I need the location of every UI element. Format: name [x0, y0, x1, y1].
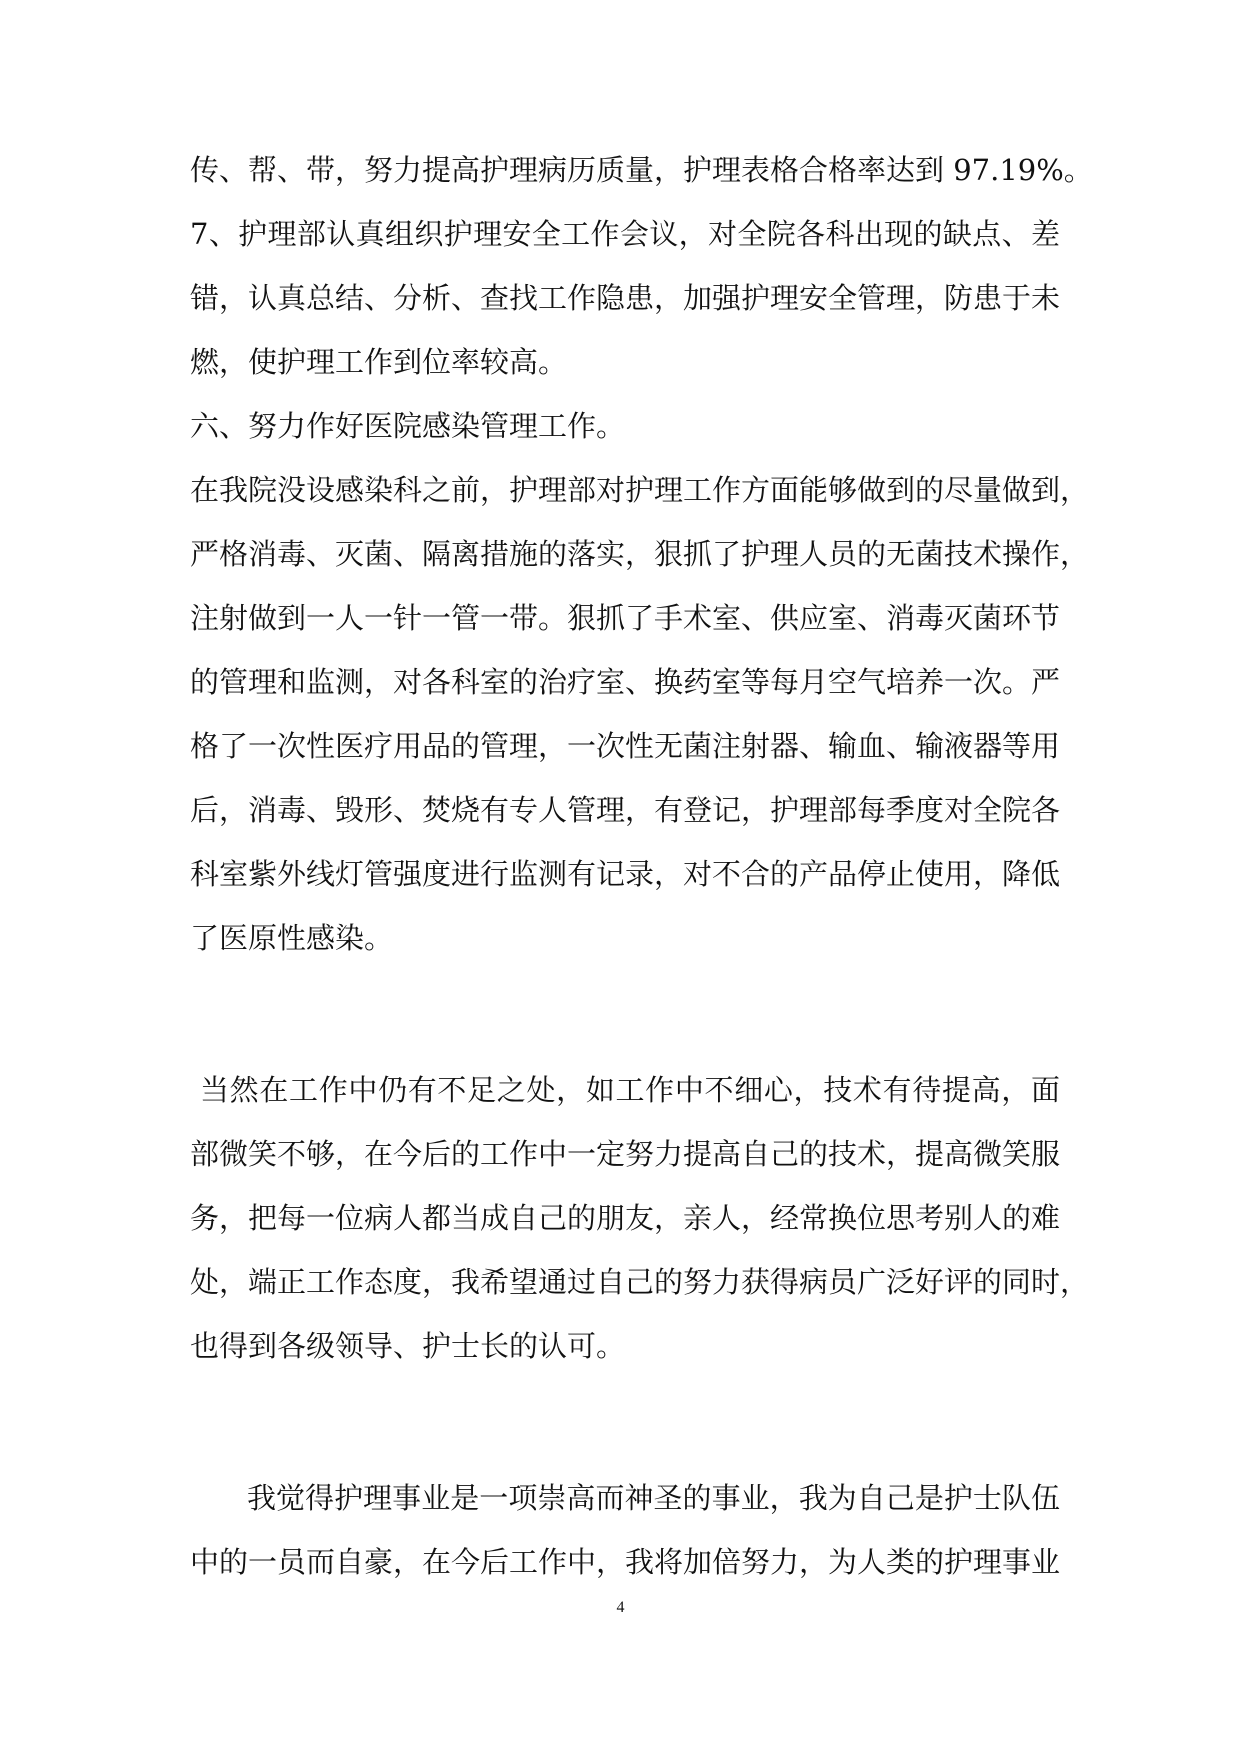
text-line: 后，消毒、毁形、焚烧有专人管理，有登记，护理部每季度对全院各 [190, 793, 1061, 827]
section-heading: 六、努力作好医院感染管理工作。 [190, 409, 626, 443]
text-line: 务，把每一位病人都当成自己的朋友，亲人，经常换位思考别人的难 [190, 1201, 1061, 1235]
text-line: 当然在工作中仍有不足之处，如工作中不细心，技术有待提高，面 [200, 1073, 1060, 1107]
text-line: 严格消毒、灭菌、隔离措施的落实，狠抓了护理人员的无菌技术操作， [190, 537, 1090, 571]
text-line: 格了一次性医疗用品的管理，一次性无菌注射器、输血、输液器等用 [190, 729, 1061, 763]
text-line: 也得到各级领导、护士长的认可。 [190, 1329, 626, 1363]
text-line: 在我院没设感染科之前，护理部对护理工作方面能够做到的尽量做到， [190, 473, 1090, 507]
page-number: 4 [616, 1599, 625, 1616]
text-line: 了医原性感染。 [190, 921, 394, 955]
text-line: 处，端正工作态度，我希望通过自己的努力获得病员广泛好评的同时， [190, 1265, 1090, 1299]
text-line: 注射做到一人一针一管一带。狠抓了手术室、供应室、消毒灭菌环节 [190, 601, 1061, 635]
text-line: 我觉得护理事业是一项崇高而神圣的事业，我为自己是护士队伍 [247, 1481, 1060, 1515]
text-line: 7、护理部认真组织护理安全工作会议，对全院各科出现的缺点、差 [190, 217, 1060, 251]
text-line: 燃，使护理工作到位率较高。 [190, 345, 568, 379]
text-line: 中的一员而自豪，在今后工作中，我将加倍努力，为人类的护理事业 [190, 1545, 1061, 1579]
text-line: 传、帮、带，努力提高护理病历质量，护理表格合格率达到 97.19%。 [190, 153, 1093, 187]
text-line: 的管理和监测，对各科室的治疗室、换药室等每月空气培养一次。严 [190, 665, 1061, 699]
text-line: 错，认真总结、分析、查找工作隐患，加强护理安全管理，防患于未 [190, 281, 1061, 315]
text-line: 部微笑不够，在今后的工作中一定努力提高自己的技术，提高微笑服 [190, 1137, 1061, 1171]
text-line: 科室紫外线灯管强度进行监测有记录，对不合的产品停止使用，降低 [190, 857, 1061, 891]
